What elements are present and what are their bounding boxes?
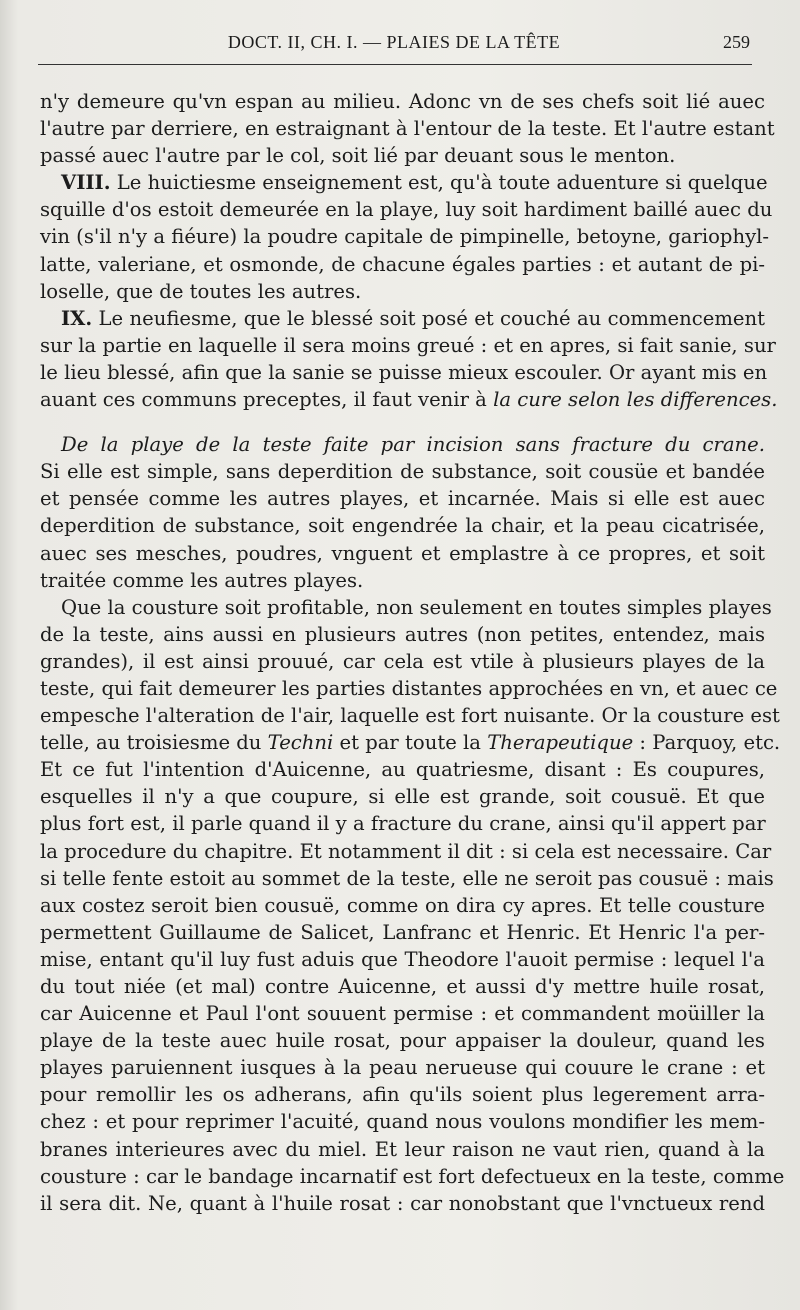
text-line: pour remollir les os adherans, afin qu'ils soient plus legerement arra- xyxy=(40,1083,765,1107)
page-header xyxy=(38,30,750,60)
text-line: aux costez seroit bien cousuë, comme on dira cy apres. Et telle cousture xyxy=(40,893,765,917)
text-line: latte, valeriane, et osmonde, de chacune égales parties : et autant de pi- xyxy=(40,252,765,276)
text-line: branes interieures avec du miel. Et leur raison ne vaut rien, quand à la xyxy=(40,1137,765,1161)
text-line: la procedure du chapitre. Et notamment il dit : si cela est necessaire. Car xyxy=(40,839,772,863)
italic-title: Therapeutique xyxy=(487,731,634,755)
text-line: playe de la teste auec huile rosat, pour appaiser la douleur, quand les xyxy=(40,1029,765,1053)
section-numeral: IX. xyxy=(61,306,93,330)
text-line: l'autre par derriere, en estraignant à l'entour de la teste. Et l'autre estant xyxy=(40,117,775,141)
paragraph xyxy=(40,431,765,594)
text-line: traitée comme les autres playes. xyxy=(40,568,364,592)
paragraph xyxy=(40,305,778,413)
text-line: IX. Le neufiesme, que le blessé soit posé et couché au commencement xyxy=(61,306,765,330)
text-line: empesche l'alteration de l'air, laquelle est fort nuisante. Or la cousture est xyxy=(40,704,780,728)
section-numeral: VIII. xyxy=(61,171,111,195)
running-head: DOCT. II, CH. I. — PLAIES DE LA TÊTE xyxy=(227,32,561,52)
paragraph xyxy=(40,594,785,1217)
italic-title: Techni xyxy=(267,731,334,755)
text-line: Et ce fut l'intention d'Auicenne, au quatriesme, disant : Es coupures, xyxy=(40,758,765,782)
page-number: 259 xyxy=(723,32,750,52)
text-line: auec ses mesches, poudres, vnguent et emplastre à ce propres, et soit xyxy=(40,541,765,565)
section-gap xyxy=(40,413,765,431)
text-line: vin (s'il n'y a fiéure) la poudre capitale de pimpinelle, betoyne, gariophyl- xyxy=(40,225,770,249)
text-line: chez : et pour reprimer l'acuité, quand nous voulons mondifier les mem- xyxy=(40,1110,765,1134)
text-line: permettent Guillaume de Salicet, Lanfranc et Henric. Et Henric l'a per- xyxy=(40,920,765,944)
text-line: Si elle est simple, sans deperdition de substance, soit cousüe et bandée xyxy=(40,460,765,484)
text-line: il sera dit. Ne, quant à l'huile rosat : car nonobstant que l'vnctueux rend xyxy=(40,1191,765,1215)
text-line: telle, au troisiesme du Techni et par toute la Therapeutique : Parquoy, etc. xyxy=(40,731,781,755)
text-line: cousture : car le bandage incarnatif est fort defectueux en la teste, comme xyxy=(40,1164,785,1188)
text-line: squille d'os estoit demeurée en la playe, luy soit hardiment baillé auec du xyxy=(40,198,773,222)
text-line: du tout niée (et mal) contre Auicenne, et aussi d'y mettre huile rosat, xyxy=(40,975,765,998)
header-rule xyxy=(38,64,752,65)
text-line: deperdition de substance, soit engendrée la chair, et la peau cicatrisée, xyxy=(40,514,765,538)
text-line: playes paruiennent iusques à la peau nerueuse qui couure le crane : et xyxy=(40,1056,765,1080)
text-line: n'y demeure qu'vn espan au milieu. Adonc vn de ses chefs soit lié auec xyxy=(40,90,765,113)
text-line: passé auec l'autre par le col, soit lié par deuant sous le menton. xyxy=(40,144,676,168)
section-subheading: De la playe de la teste faite par incision sans fracture du crane. xyxy=(61,433,765,457)
text-line: auant ces communs preceptes, il faut venir à la cure selon les differences. xyxy=(40,388,778,412)
text-line: loselle, que de toutes les autres. xyxy=(40,279,362,303)
text-line: car Auicenne et Paul l'ont souuent permise : et commandent moüiller la xyxy=(40,1002,765,1026)
text-line: teste, qui fait demeurer les parties distantes approchées en vn, et auec ce xyxy=(40,676,778,700)
text-line: le lieu blessé, afin que la sanie se puisse mieux escouler. Or ayant mis en xyxy=(40,360,768,384)
text-line: esquelles il n'y a que coupure, si elle est grande, soit cousuë. Et que xyxy=(40,785,765,809)
text-line: Que la cousture soit profitable, non seulement en toutes simples playes xyxy=(61,595,772,619)
paragraph xyxy=(40,88,775,169)
body-text xyxy=(40,88,785,1217)
text-line: grandes), il est ainsi prouué, car cela est vtile à plusieurs playes de la xyxy=(40,649,765,673)
text-line: mise, entant qu'il luy fust aduis que Theodore l'auoit permise : lequel l'a xyxy=(40,947,765,971)
text-line: plus fort est, il parle quand il y a fracture du crane, ainsi qu'il appert par xyxy=(40,812,766,836)
text-line: de la teste, ains aussi en plusieurs autres (non petites, entendez, mais xyxy=(40,622,765,646)
paragraph xyxy=(40,169,773,304)
text-line: sur la partie en laquelle il sera moins greué : et en apres, si fait sanie, sur xyxy=(40,333,776,357)
text-line: et pensée comme les autres playes, et incarnée. Mais si elle est auec xyxy=(40,487,765,511)
italic-phrase: la cure selon les differences. xyxy=(493,388,778,412)
text-line: si telle fente estoit au sommet de la teste, elle ne seroit pas cousuë : mais xyxy=(40,866,774,890)
text-line: VIII. Le huictiesme enseignement est, qu'à toute aduenture si quelque xyxy=(61,171,768,195)
